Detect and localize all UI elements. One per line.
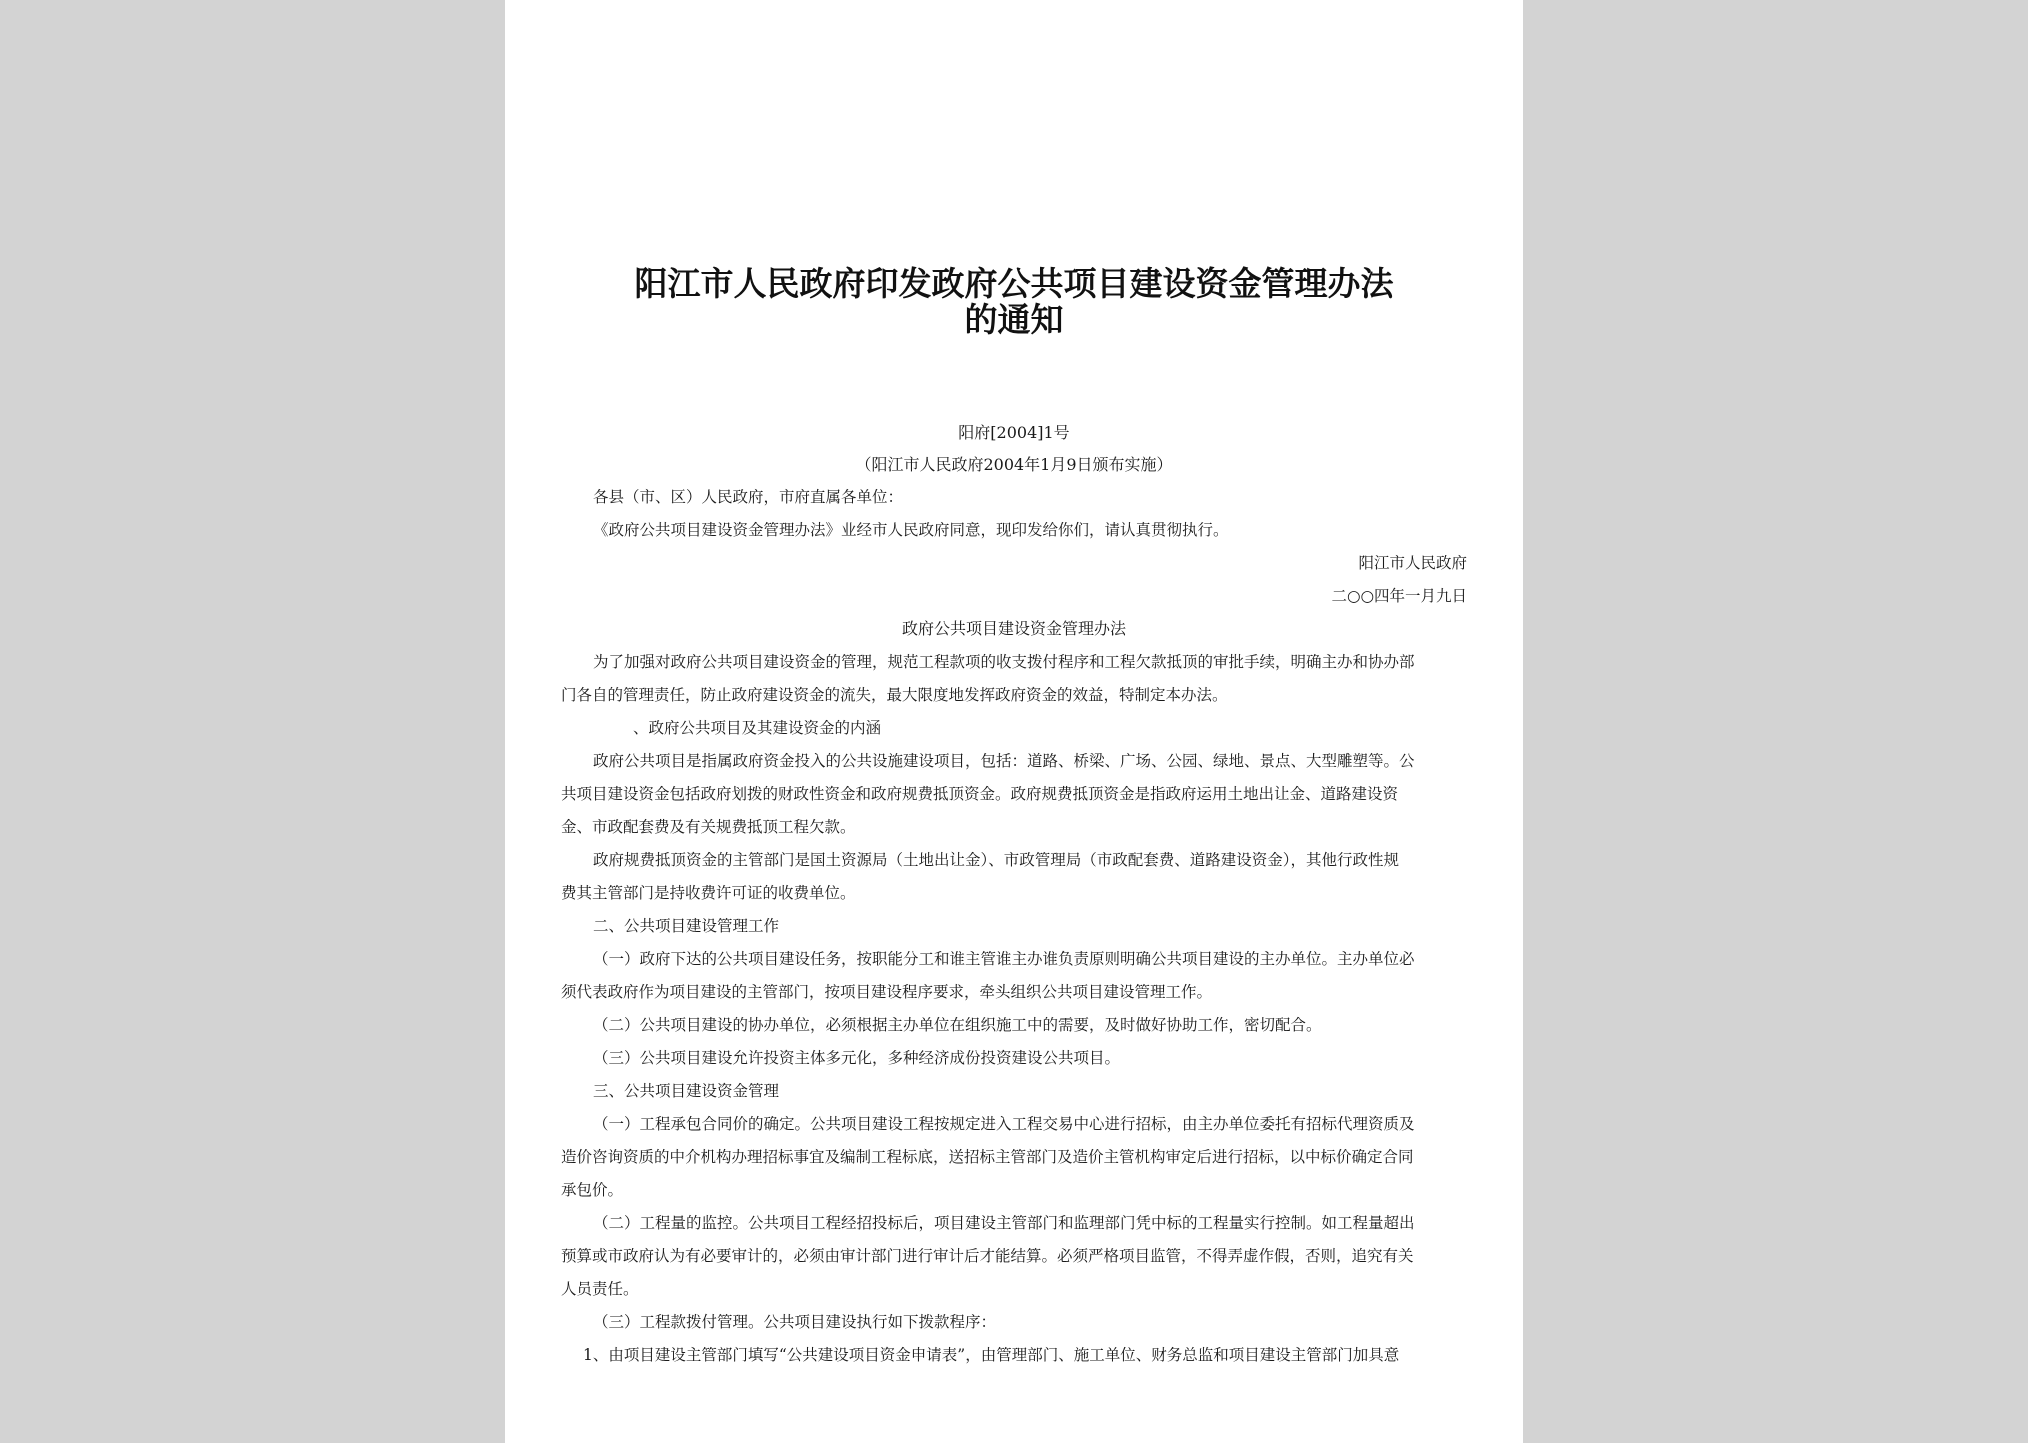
body-line: 1、由项目建设主管部门填写“公共建设项目资金申请表”，由管理部门、施工单位、财务总监和项目建设主管部门加具意 bbox=[583, 1346, 1400, 1364]
body-line: 费其主管部门是持收费许可证的收费单位。 bbox=[561, 884, 856, 902]
body-line: 政府公共项目是指属政府资金投入的公共设施建设项目，包括：道路、桥梁、广场、公园、绿地、景点、大型雕塑等。公 bbox=[593, 752, 1415, 770]
body-line: 预算或市政府认为有必要审计的，必须由审计部门进行审计后才能结算。必须严格项目监管，不得弄虚作假，否则，追究有关 bbox=[561, 1247, 1414, 1265]
body-line: 政府规费抵顶资金的主管部门是国土资源局（土地出让金）、市政管理局（市政配套费、道路建设资金），其他行政性规 bbox=[593, 851, 1400, 869]
signature-date: 二○○四年一月九日 bbox=[1331, 587, 1467, 605]
section-heading: 、政府公共项目及其建设资金的内涵 bbox=[633, 719, 882, 737]
body-line: （一）工程承包合同价的确定。公共项目建设工程按规定进入工程交易中心进行招标，由主办单位委托有招标代理资质及 bbox=[593, 1115, 1415, 1133]
attachment-title: 政府公共项目建设资金管理办法 bbox=[901, 619, 1126, 638]
signature-org: 阳江市人民政府 bbox=[1358, 554, 1467, 572]
body-line: 共项目建设资金包括政府划拨的财政性资金和政府规费抵顶资金。政府规费抵顶资金是指政府运用土地出让金、道路建设资 bbox=[561, 785, 1399, 803]
document-title-line2: 的通知 bbox=[964, 300, 1064, 339]
section-heading: 三、公共项目建设资金管理 bbox=[593, 1082, 780, 1100]
body-line: 承包价。 bbox=[561, 1181, 624, 1199]
body-intro: 《政府公共项目建设资金管理办法》业经市人民政府同意，现印发给你们，请认真贯彻执行。 bbox=[593, 521, 1229, 539]
body-line: 门各自的管理责任，防止政府建设资金的流失，最大限度地发挥政府资金的效益，特制定本办法。 bbox=[561, 686, 1228, 704]
section-heading: 二、公共项目建设管理工作 bbox=[593, 917, 780, 935]
issue-note: （阳江市人民政府2004年1月9日颁布实施） bbox=[855, 455, 1173, 474]
body-line: 须代表政府作为项目建设的主管部门，按项目建设程序要求，牵头组织公共项目建设管理工作。 bbox=[561, 983, 1213, 1001]
body-line: （二）公共项目建设的协办单位，必须根据主办单位在组织施工中的需要，及时做好协助工作，密切配合。 bbox=[593, 1016, 1322, 1034]
body-line: （一）政府下达的公共项目建设任务，按职能分工和谁主管谁主办谁负责原则明确公共项目建设的主办单位。主办单位必 bbox=[593, 950, 1415, 968]
addressee: 各县（市、区）人民政府，市府直属各单位： bbox=[593, 488, 904, 506]
body-line: （二）工程量的监控。公共项目工程经招投标后，项目建设主管部门和监理部门凭中标的工程量实行控制。如工程量超出 bbox=[593, 1214, 1415, 1232]
body-line: （三）工程款拨付管理。公共项目建设执行如下拨款程序： bbox=[593, 1313, 997, 1331]
document-title-line1: 阳江市人民政府印发政府公共项目建设资金管理办法 bbox=[634, 264, 1394, 303]
document-number: 阳府[2004]1号 bbox=[958, 423, 1070, 442]
document-page bbox=[505, 0, 1523, 1443]
body-line: 为了加强对政府公共项目建设资金的管理，规范工程款项的收支拨付程序和工程欠款抵顶的审批手续，明确主办和协办部 bbox=[593, 653, 1415, 671]
body-line: 人员责任。 bbox=[561, 1280, 639, 1298]
body-line: 金、市政配套费及有关规费抵顶工程欠款。 bbox=[561, 818, 856, 836]
body-line: （三）公共项目建设允许投资主体多元化，多种经济成份投资建设公共项目。 bbox=[593, 1049, 1121, 1067]
body-line: 造价咨询资质的中介机构办理招标事宜及编制工程标底，送招标主管部门及造价主管机构审定后进行招标，以中标价确定合同 bbox=[561, 1148, 1414, 1166]
